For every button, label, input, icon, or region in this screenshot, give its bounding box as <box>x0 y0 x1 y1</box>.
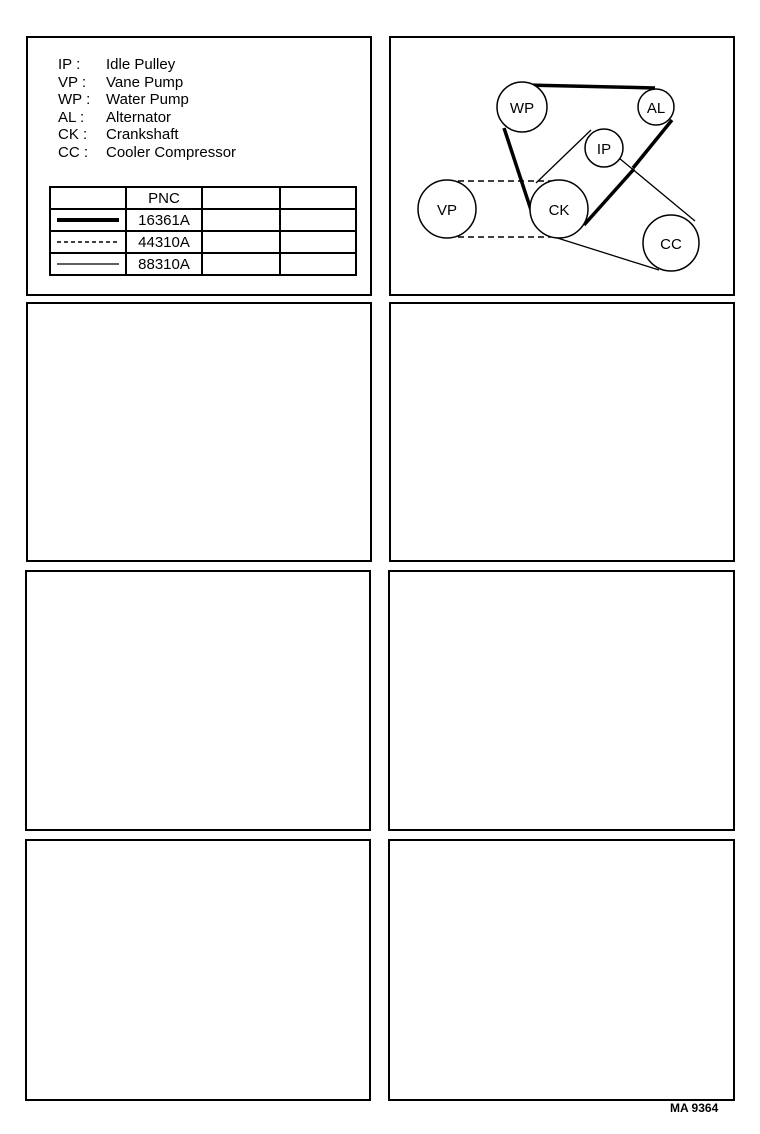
legend-row-ip <box>58 56 236 74</box>
svg-text:CC: CC <box>660 236 682 253</box>
line-swatch-thick <box>50 209 126 231</box>
legend-name: Crankshaft <box>106 126 179 144</box>
legend-abbr: IP : <box>58 56 81 73</box>
pulley-cc <box>643 215 699 271</box>
legend-abbr: CK : <box>58 126 88 144</box>
svg-text:CK: CK <box>548 202 570 219</box>
legend-panel <box>26 36 372 296</box>
pulley-vp <box>418 180 476 238</box>
pnc-table <box>49 186 357 276</box>
pnc-value: 88310A <box>126 253 202 275</box>
pulley-al <box>638 89 674 125</box>
pulley-ck <box>530 180 588 238</box>
pnc-value: 44310A <box>126 231 202 253</box>
pnc-header: PNC <box>126 187 202 209</box>
line-swatch-thin <box>50 253 126 275</box>
legend-name: Cooler Compressor <box>106 143 237 161</box>
legend-abbr: AL : <box>58 108 85 126</box>
empty-panel-row2-right <box>389 302 735 562</box>
legend-name: Alternator <box>106 108 172 126</box>
legend-name: Vane Pump <box>106 73 184 91</box>
legend-row-vp <box>58 74 236 92</box>
empty-panel-row3-left <box>25 570 371 831</box>
pnc-row <box>50 231 356 253</box>
legend-abbr: CC : <box>58 143 89 161</box>
legend-abbr: WP : <box>58 91 91 109</box>
svg-text:AL: AL <box>646 100 666 117</box>
pnc-row <box>50 209 356 231</box>
pnc-row <box>50 253 356 275</box>
legend-name: Water Pump <box>106 91 189 109</box>
legend-name: Idle Pulley <box>106 56 176 73</box>
legend-row-al <box>58 109 236 127</box>
pulley-wp <box>497 82 547 132</box>
empty-panel-row3-right <box>388 570 735 831</box>
svg-text:WP: WP <box>509 100 535 117</box>
empty-panel-row4-right <box>388 839 735 1101</box>
empty-panel-row2-left <box>26 302 372 562</box>
pnc-header-row <box>50 187 356 209</box>
legend-row-ck <box>58 126 236 144</box>
belt-routing-diagram <box>391 38 733 294</box>
svg-text:IP: IP <box>596 141 612 158</box>
abbreviation-legend <box>58 56 236 162</box>
line-swatch-dashed <box>50 231 126 253</box>
pnc-value: 16361A <box>126 209 202 231</box>
drawing-code: MA 9364 <box>670 1101 719 1115</box>
legend-abbr: VP : <box>58 73 87 91</box>
belt-diagram-panel <box>389 36 735 296</box>
empty-panel-row4-left <box>25 839 371 1101</box>
pulley-ip <box>585 129 623 167</box>
svg-text:VP: VP <box>436 202 458 219</box>
legend-row-cc <box>58 144 236 162</box>
legend-row-wp <box>58 91 236 109</box>
